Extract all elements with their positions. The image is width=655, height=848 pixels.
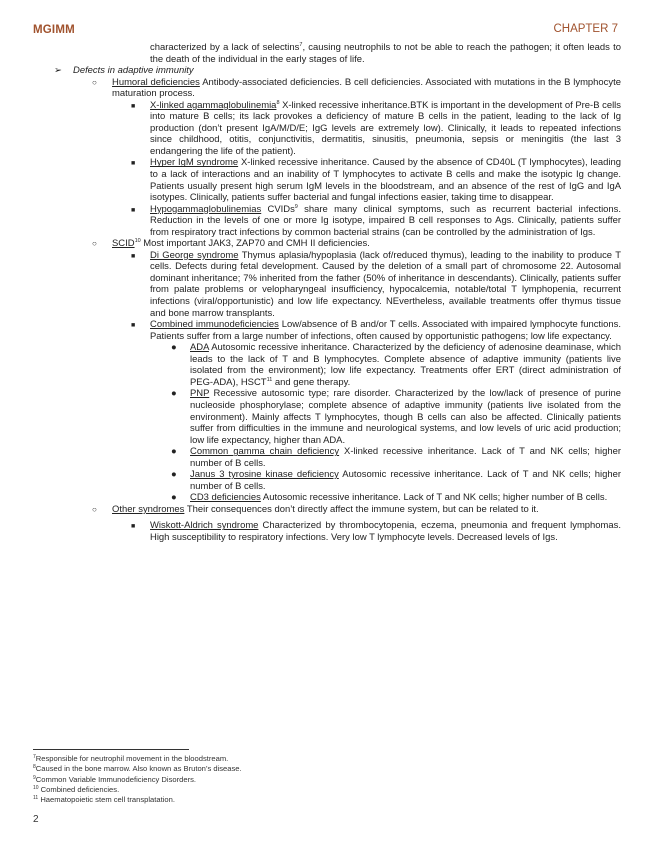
- square-bullet-icon: ■: [131, 160, 136, 168]
- page-number: 2: [33, 814, 39, 825]
- circle-bullet-icon: ○: [92, 504, 97, 514]
- footnote-11: $^{11}$ Haematopoietic stem cell transplatation.: [33, 795, 175, 805]
- item-janus-3: ● Janus 3 tyrosine kinase deficiency Autosomic recessive inheritance. Lack of T and NK cells; higher number of B cells.: [171, 469, 622, 492]
- dot-bullet-icon: ●: [171, 492, 177, 504]
- section-adaptive-immunity: [54, 65, 621, 77]
- section-title: Defects in adaptive immunity: [73, 65, 194, 77]
- item-wiskott-aldrich: ■ Wiskott-Aldrich syndrome Characterized by thrombocytopenia, eczema, pneumonia and frequent lymphomas. High susceptibility to respiratory infections. Very low T lymphocyte levels. Decreased levels of Igs.: [131, 520, 622, 543]
- footnote-ref-11: 11: [266, 376, 273, 383]
- square-bullet-icon: ■: [131, 252, 136, 260]
- term-humoral: Humoral deficiencies: [112, 76, 200, 88]
- square-bullet-icon: ■: [131, 206, 136, 214]
- footnote-8: $^8$Caused in the bone marrow. Also known as Bruton’s disease.: [33, 764, 242, 774]
- square-bullet-icon: ■: [131, 102, 136, 110]
- footnote-ref-8: 8: [276, 99, 280, 106]
- square-bullet-icon: ■: [131, 523, 136, 531]
- circle-bullet-icon: ○: [92, 77, 97, 87]
- term-combined: Combined immunodeficiencies: [150, 319, 279, 331]
- dot-bullet-icon: ●: [171, 469, 177, 481]
- term-hypogammaglobulinemias: Hypogammaglobulinemias: [150, 203, 262, 215]
- header-left: MGIMM: [33, 24, 75, 36]
- item-scid: ○ SCID$^{10}$ Most important JAK3, ZAP70 and CMH II deficiencies.: [92, 238, 370, 250]
- footnote-ref-9: 9: [294, 203, 298, 210]
- item-di-george: ■ Di George syndrome Thymus aplasia/hypoplasia (lack of/reduced thymus), leading to the inability to produce T cells. Defects during fetal development. Caused by the deletion of a small part of chromosome 22. Autosomal dominant inheritance; 7% inherited from the father (50% of inheritance in descendants). Clinically, patients suffer from palate problems or velopharyngeal insufficiency, hypocalcemia, notable/total T lymphopenia, recurrent infections (viral/opportunistic) and low life expectancy. NEvertheless, available treatments offer thymus tissue and bone marrow transplants.: [131, 249, 622, 319]
- term-wiskott-aldrich: Wiskott-Aldrich syndrome: [150, 520, 259, 532]
- term-xla: X-linked agammaglobulinemia: [150, 99, 277, 111]
- arrow-bullet-icon: ➢: [54, 65, 62, 77]
- circle-bullet-icon: ○: [92, 239, 97, 249]
- term-common-gamma-chain: Common gamma chain deficiency: [190, 446, 340, 458]
- footnote-ref-10: 10: [134, 238, 141, 245]
- header-right: CHAPTER 7: [553, 23, 618, 35]
- item-other-syndromes: ○ Other syndromes Their consequences don’t directly affect the immune system, but can be related to it.: [92, 503, 539, 515]
- term-ada: ADA: [190, 342, 209, 354]
- item-combined-immunodeficiencies: ■ Combined immunodeficiencies Low/absence of B and/or T cells. Associated with impaired lymphocyte functions. Patients suffer from a large number of infections, often caused by opportunistic pathogens; low life expectancy.: [131, 319, 621, 342]
- dot-bullet-icon: ●: [171, 388, 177, 400]
- item-hypogammaglobulinemias: ■ Hypogammaglobulinemias CVIDs$^9$ share many clinical symptoms, such as recurrent bacterial infections. Reduction in the levels of one or more Ig isotype, impaired B cell responses to Ags. Clinically, patients suffer from respiratory tract infections by common bacterial strains (can be controlled by the administration of Igs.: [131, 203, 622, 238]
- footnote-9: $^9$Common Variable Immunodeficiency Disorders.: [33, 774, 197, 784]
- footnote-10: $^{10}$ Combined deficiencies.: [33, 784, 120, 794]
- item-hyper-igm: ■ Hyper IgM syndrome X-linked recessive inheritance. Caused by the absence of CD40L (T lymphocytes), leading to a lack of interactions and an inability of T lymphocytes to activate B cells and make the isotypic Ig change. Patients usually present high serum IgM levels in the bloodstream, and an absence of the rest of IgG and IgA isotypes. Clinically, patients suffer bacterial and fungal infections easier, taking time to disappear.: [131, 157, 621, 204]
- item-pnp: ● PNP Recessive autosomic type; rare disorder. Characterized by the low/lack of presence of purine nucleoside phosphorylase; complete absence of adaptive immunity (patients live isolated from the environment). Mainly affects T lymphocytes, though B cells can also be affected. Clinically patients suffer from difficulties in the immune and neurological systems, and low levels of uric acid production; low life expectancy, higher than ADA.: [171, 388, 621, 446]
- term-cd3: CD3 deficiencies: [190, 492, 261, 504]
- item-cd3: ● CD3 deficiencies Autosomic recessive inheritance. Lack of T and NK cells; higher number of B cells.: [171, 492, 608, 504]
- term-other-syndromes: Other syndromes: [112, 503, 185, 515]
- square-bullet-icon: ■: [131, 322, 136, 330]
- term-scid: SCID: [112, 238, 135, 250]
- term-janus-3: Janus 3 tyrosine kinase deficiency: [190, 469, 339, 481]
- term-di-george: Di George syndrome: [150, 249, 239, 261]
- footnote-7: $^7$Responsible for neutrophil movement in the bloodstream.: [33, 754, 229, 763]
- term-pnp: PNP: [190, 388, 210, 400]
- document-body: [0, 42, 655, 544]
- term-hyper-igm: Hyper IgM syndrome: [150, 157, 239, 169]
- item-humoral-deficiencies: ○ Humoral deficiencies Antibody-associated deficiencies. B cell deficiencies. Associated with mutations in the B lymphocyte maturation process.: [92, 76, 621, 100]
- footnote-divider: [33, 749, 189, 750]
- paragraph-selectins: characterized by a lack of selectins$^7$, causing neutrophils to not be able to reach the pathogen; it often leads to the death of the individual in the early stages of life.: [150, 42, 621, 65]
- dot-bullet-icon: ●: [171, 446, 177, 458]
- footnotes: [33, 754, 242, 805]
- footnote-ref-7: 7: [299, 42, 303, 48]
- item-xla: ■ X-linked agammaglobulinemia$^8$ X-linked recessive inheritance.BTK is important in the development of Pre-B cells into mature B cells; its lack provokes a deficiency of mature B cells in the patient, leading to the lack of Ig production (don’t present IgA/M/D/E; IgG levels are extremely low). Clinically, it leads to repeated infections since childhood, otitis, conjunctivitis, dermatitis, sinusitis, pneumonia, sepsis or meningitis (the last 3 endangering the life of the patient).: [131, 99, 621, 157]
- dot-bullet-icon: ●: [171, 342, 177, 354]
- item-ada: ● ADA Autosomic recessive inheritance. Characterized by the deficiency of adenosine deaminase, which leads to the lack of T and B lymphocytes. Complete absence of adaptive immunity (patients live isolated from the environment); low life expectancy. Treatments offer ERT (direct administration of PEG-ADA), HSCT$^{11}$ and gene therapy.: [171, 342, 621, 388]
- item-common-gamma-chain: ● Common gamma chain deficiency X-linked recessive inheritance. Lack of T and NK cells; higher number of B cells.: [171, 446, 621, 469]
